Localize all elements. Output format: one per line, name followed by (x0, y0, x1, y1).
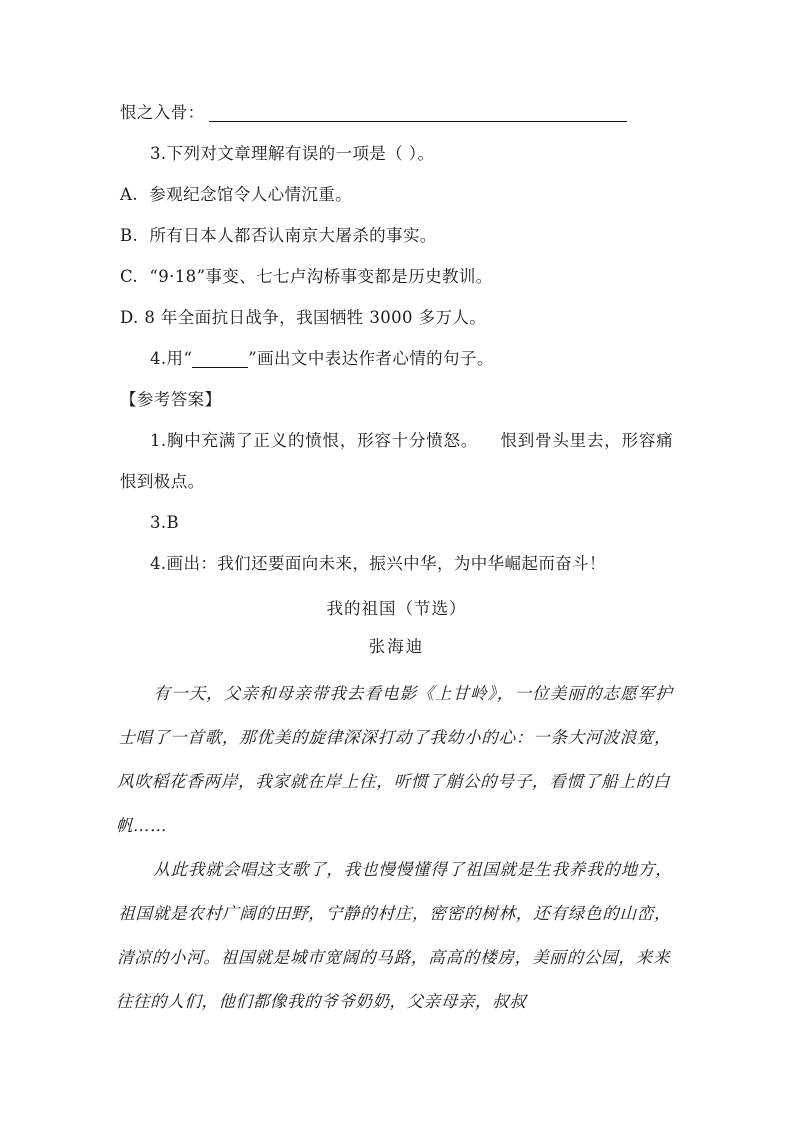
answer-key-heading: 【参考答案】 (120, 390, 222, 409)
question-4-suffix: ”画出文中表达作者心情的句子。 (248, 349, 494, 368)
question-4-inline-blank[interactable] (192, 367, 248, 368)
option-b[interactable] (120, 215, 673, 256)
option-b-letter: B. (120, 226, 139, 245)
question-3-text: 下列对文章理解有误的一项是（ ）。 (166, 144, 435, 163)
question-4 (120, 338, 673, 379)
option-a[interactable] (120, 174, 673, 215)
question-3-number: 3. (150, 144, 167, 163)
article-paragraph-2: 从此我就会唱这支歌了，我也慢慢懂得了祖国就是生我养我的地方，祖国就是农村广阔的田野，宁静的村庄，密密的树林，还有绿色的山峦，清凉的小河。祖国就是城市宽阔的马路，高高的楼房，美丽的公园，来来往往的人们，他们都像我的爷爷奶奶，父亲母亲，叔叔 (115, 860, 673, 1011)
option-d-text: 8 年全面抗日战争，我国牺牲 3000 多万人。 (144, 308, 487, 327)
option-d[interactable] (120, 297, 673, 338)
answer-3-text: B (166, 513, 180, 532)
option-c-letter: C. (120, 267, 139, 286)
option-a-letter: A. (120, 185, 138, 204)
article-paragraph-1: 有一天，父亲和母亲带我去看电影《上甘岭》，一位美丽的志愿军护士唱了一首歌，那优美的旋律深深打动了我幼小的心：一条大河波浪宽，风吹稻花香两岸，我家就在岸上住，听惯了艄公的号子，看惯了船上的白帆…… (115, 684, 673, 835)
page-content (115, 92, 674, 1024)
answer-1-text2: 恨到骨头里去，形容痛恨到极点。 (120, 431, 674, 491)
article-author: 张海迪 (368, 637, 425, 656)
option-a-text: 参观纪念馆令人心情沉重。 (149, 185, 353, 204)
option-c[interactable] (120, 256, 673, 297)
answer-1-text: 胸中充满了正义的愤恨，形容十分愤怒。 (166, 431, 479, 450)
answer-3-number: 3. (150, 513, 167, 532)
answer-4-number: 4. (150, 554, 167, 573)
option-b-text: 所有日本人都否认南京大屠杀的事实。 (149, 226, 437, 245)
answer-item-1 (120, 420, 673, 502)
answer-item-4 (120, 543, 673, 584)
question-4-prefix: 用“ (166, 349, 193, 368)
article-title: 我的祖国（节选） (326, 599, 467, 618)
option-d-letter: D. (120, 308, 139, 327)
answer-1-number: 1. (150, 431, 167, 450)
question-3 (120, 133, 673, 174)
answer-4-text: 画出：我们还要面向未来，振兴中华，为中华崛起而奋斗！ (166, 554, 606, 573)
answer-item-3 (120, 502, 673, 543)
vocab-prompt-row (120, 92, 673, 133)
option-c-text: “9·18”事变、七七卢沟桥事变都是历史教训。 (149, 267, 493, 286)
vocab-term: 恨之入骨： (120, 103, 205, 122)
question-4-number: 4. (150, 349, 167, 368)
vocab-answer-blank[interactable] (209, 121, 627, 122)
